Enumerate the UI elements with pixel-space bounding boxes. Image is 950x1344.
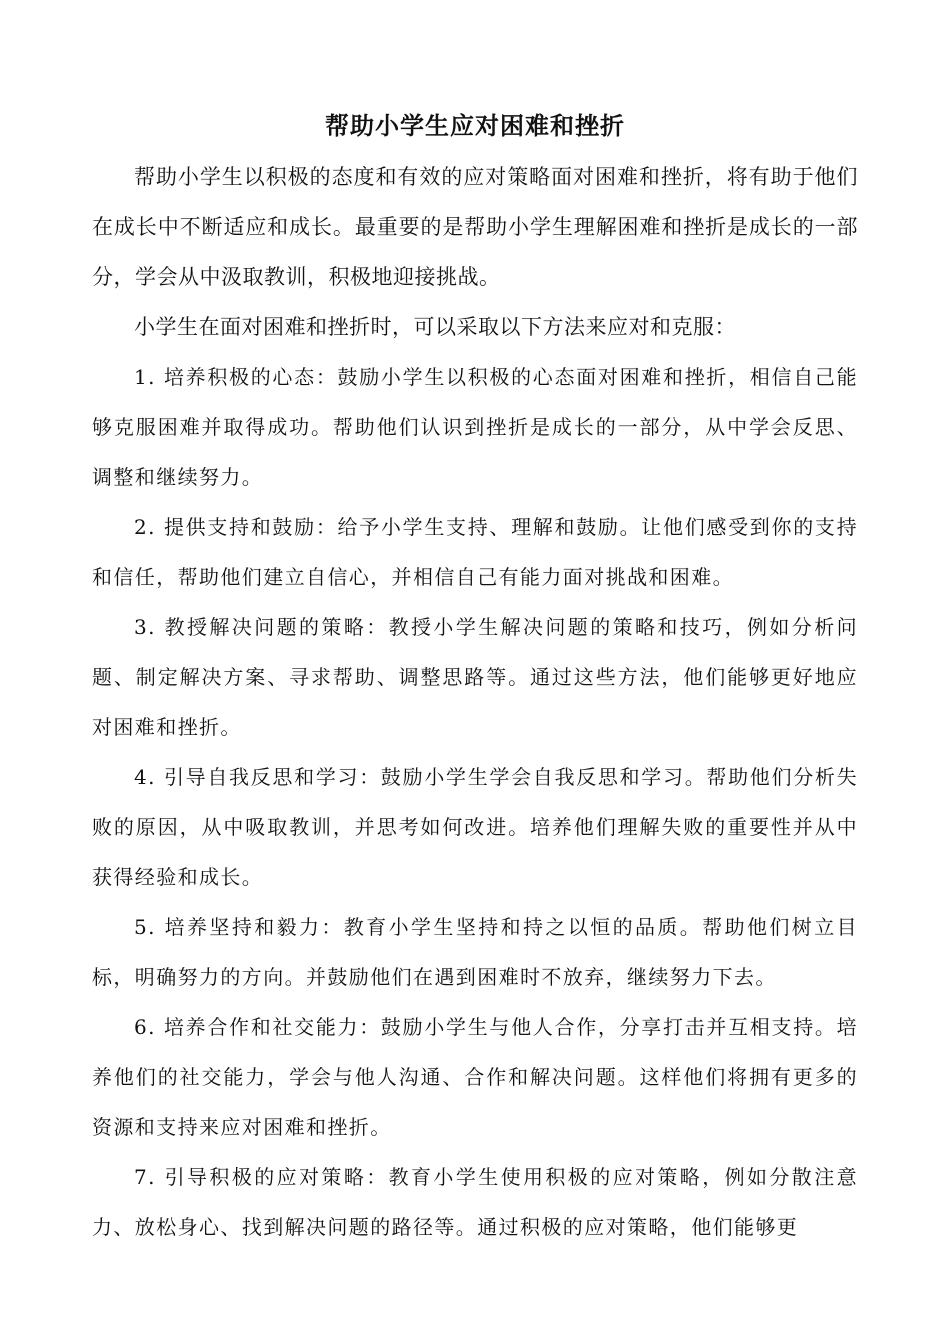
list-item-3: 3. 教授解决问题的策略：教授小学生解决问题的策略和技巧，例如分析问题、制定解决方案、寻求帮助、调整思路等。通过这些方法，他们能够更好地应对困难和挫折。 (92, 615, 858, 739)
document-page (92, 100, 858, 1252)
intro-paragraph: 帮助小学生以积极的态度和有效的应对策略面对困难和挫折，将有助于他们在成长中不断适应和成长。最重要的是帮助小学生理解困难和挫折是成长的一部分，学会从中汲取教训，积极地迎接挑战。 (92, 165, 858, 289)
list-item-4: 4. 引导自我反思和学习：鼓励小学生学会自我反思和学习。帮助他们分析失败的原因，从中吸取教训，并思考如何改进。培养他们理解失败的重要性并从中获得经验和成长。 (92, 765, 858, 889)
list-item-6: 6. 培养合作和社交能力：鼓励小学生与他人合作，分享打击并互相支持。培养他们的社交能力，学会与他人沟通、合作和解决问题。这样他们将拥有更多的资源和支持来应对困难和挫折。 (92, 1015, 858, 1139)
list-item-1: 1. 培养积极的心态：鼓励小学生以积极的心态面对困难和挫折，相信自己能够克服困难并取得成功。帮助他们认识到挫折是成长的一部分，从中学会反思、调整和继续努力。 (92, 365, 858, 489)
lead-paragraph: 小学生在面对困难和挫折时，可以采取以下方法来应对和克服： (134, 315, 736, 339)
list-item-7: 7. 引导积极的应对策略：教育小学生使用积极的应对策略，例如分散注意力、放松身心、找到解决问题的路径等。通过积极的应对策略，他们能够更 (92, 1165, 858, 1239)
list-item-2: 2. 提供支持和鼓励：给予小学生支持、理解和鼓励。让他们感受到你的支持和信任，帮助他们建立自信心，并相信自己有能力面对挑战和困难。 (92, 515, 858, 589)
list-item-5: 5. 培养坚持和毅力：教育小学生坚持和持之以恒的品质。帮助他们树立目标，明确努力的方向。并鼓励他们在遇到困难时不放弃，继续努力下去。 (92, 915, 858, 989)
document-title: 帮助小学生应对困难和挫折 (325, 111, 625, 140)
